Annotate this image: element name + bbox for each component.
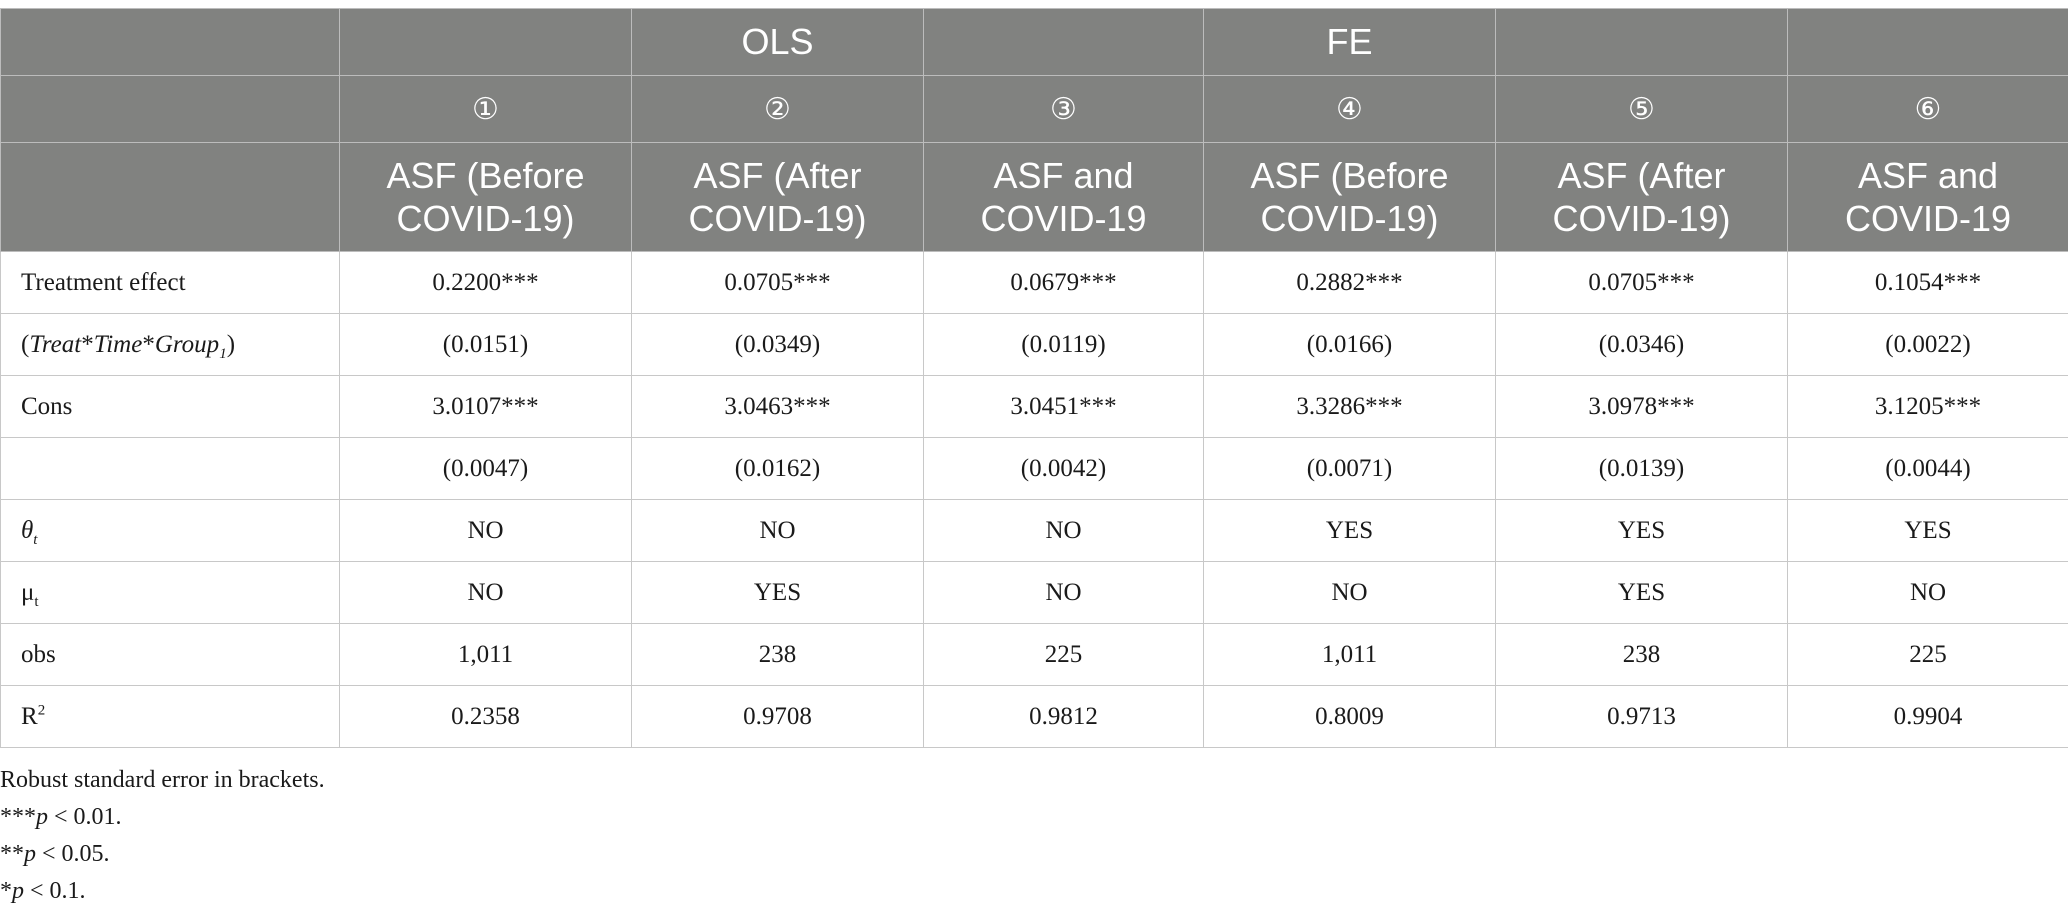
- row-label: Cons: [1, 376, 340, 438]
- table-cell: (0.0044): [1788, 438, 2068, 500]
- threshold: < 0.1.: [24, 878, 86, 904]
- table-row-r-squared: [1, 686, 2068, 748]
- table-cell: NO: [1204, 562, 1496, 624]
- table-cell: 0.0705***: [1496, 252, 1788, 314]
- table-cell: NO: [632, 500, 924, 562]
- group-term: Group: [154, 330, 220, 358]
- table-cell: 225: [1788, 624, 2068, 686]
- table-cell: (0.0151): [340, 314, 632, 376]
- paren-open: (: [21, 330, 30, 358]
- sample-label: [924, 143, 1204, 252]
- row-label: [1, 438, 340, 500]
- header-cell: [924, 9, 1204, 76]
- table-cell: 238: [632, 624, 924, 686]
- model-number: ①: [340, 76, 632, 143]
- table-header: [1, 9, 2068, 252]
- table-cell: (0.0119): [924, 314, 1204, 376]
- table-cell: NO: [924, 500, 1204, 562]
- p-symbol: p: [36, 804, 48, 830]
- model-number: ②: [632, 76, 924, 143]
- sample-label-line2: COVID-19: [1844, 198, 2012, 239]
- table-cell: 3.1205***: [1788, 376, 2068, 438]
- p-symbol: p: [12, 878, 24, 904]
- table-cell: 0.9812: [924, 686, 1204, 748]
- table-cell: 1,011: [1204, 624, 1496, 686]
- threshold: < 0.01.: [48, 804, 122, 830]
- sample-label: [1204, 143, 1496, 252]
- header-cell: [1788, 9, 2068, 76]
- sample-label-line2: COVID-19): [1552, 198, 1731, 239]
- table-cell: YES: [1496, 562, 1788, 624]
- table-row-theta: [1, 500, 2068, 562]
- sample-label: [1496, 143, 1788, 252]
- table-cell: 3.0463***: [632, 376, 924, 438]
- paren-close: ): [226, 330, 236, 358]
- table-cell: 3.0978***: [1496, 376, 1788, 438]
- table-cell: (0.0022): [1788, 314, 2068, 376]
- model-number: ⑥: [1788, 76, 2068, 143]
- table-cell: NO: [340, 562, 632, 624]
- table-cell: (0.0042): [924, 438, 1204, 500]
- header-cell: [1, 9, 340, 76]
- regression-table: [0, 8, 2068, 748]
- table-row-interaction: [1, 314, 2068, 376]
- row-label: obs: [1, 624, 340, 686]
- table-cell: 0.0679***: [924, 252, 1204, 314]
- table-row-cons: [1, 376, 2068, 438]
- threshold: < 0.05.: [36, 841, 110, 867]
- header-cell: [1496, 9, 1788, 76]
- treat-term: Treat: [29, 330, 82, 358]
- footnote-p005: [0, 836, 325, 873]
- row-label: Treatment effect: [1, 252, 340, 314]
- stars: ***: [0, 804, 36, 830]
- group-subscript: 1: [219, 345, 227, 362]
- table-cell: 0.8009: [1204, 686, 1496, 748]
- table-cell: YES: [1204, 500, 1496, 562]
- header-cell-fe: FE: [1204, 9, 1496, 76]
- table-cell: 3.3286***: [1204, 376, 1496, 438]
- p-symbol: p: [24, 841, 36, 867]
- time-term: Time: [93, 330, 143, 358]
- header-cell: [1, 76, 340, 143]
- stars: **: [0, 841, 24, 867]
- footnote-p001: [0, 799, 325, 836]
- table-cell: (0.0349): [632, 314, 924, 376]
- table-cell: 238: [1496, 624, 1788, 686]
- table-cell: 0.9904: [1788, 686, 2068, 748]
- table-cell: 0.2200***: [340, 252, 632, 314]
- model-number: ⑤: [1496, 76, 1788, 143]
- sample-label-line2: COVID-19): [396, 198, 575, 239]
- sample-label-line1: ASF (After: [1557, 155, 1726, 196]
- sample-label: [1788, 143, 2068, 252]
- table-cell: 0.9713: [1496, 686, 1788, 748]
- sample-label-line1: ASF (Before: [386, 155, 585, 196]
- sample-label-line1: ASF (Before: [1250, 155, 1449, 196]
- table-cell: (0.0162): [632, 438, 924, 500]
- table-cell: NO: [340, 500, 632, 562]
- header-cell-ols: OLS: [632, 9, 924, 76]
- table-cell: YES: [632, 562, 924, 624]
- mu-symbol: μ: [21, 578, 35, 606]
- sample-label-line1: ASF and: [1857, 155, 1999, 196]
- row-label: [1, 314, 340, 376]
- row-label: [1, 686, 340, 748]
- table-row-cons-se: [1, 438, 2068, 500]
- model-number: ③: [924, 76, 1204, 143]
- table-footnotes: [0, 762, 325, 910]
- theta-subscript: t: [33, 531, 38, 548]
- header-row-model-number: [1, 76, 2068, 143]
- table-cell: 225: [924, 624, 1204, 686]
- table-cell: 0.0705***: [632, 252, 924, 314]
- sample-label-line1: ASF (After: [693, 155, 862, 196]
- table-cell: 1,011: [340, 624, 632, 686]
- table-cell: 0.1054***: [1788, 252, 2068, 314]
- table-cell: 0.2882***: [1204, 252, 1496, 314]
- sample-label-line2: COVID-19): [1260, 198, 1439, 239]
- table-cell: 0.9708: [632, 686, 924, 748]
- header-cell: [340, 9, 632, 76]
- theta-symbol: θ: [21, 516, 34, 544]
- mu-subscript: t: [34, 593, 39, 610]
- sample-label-line2: COVID-19: [980, 198, 1147, 239]
- sample-label-line2: COVID-19): [688, 198, 867, 239]
- r-superscript: 2: [37, 702, 46, 719]
- header-cell: [1, 143, 340, 252]
- table-cell: NO: [1788, 562, 2068, 624]
- header-row-method: [1, 9, 2068, 76]
- row-label: [1, 500, 340, 562]
- table-cell: (0.0071): [1204, 438, 1496, 500]
- sample-label: [632, 143, 924, 252]
- sample-label-line1: ASF and: [993, 155, 1134, 196]
- table-cell: 3.0107***: [340, 376, 632, 438]
- table-row-treatment-effect: [1, 252, 2068, 314]
- table-cell: YES: [1496, 500, 1788, 562]
- sample-label: [340, 143, 632, 252]
- footnote-p01: [0, 873, 325, 910]
- table-cell: (0.0047): [340, 438, 632, 500]
- model-number: ④: [1204, 76, 1496, 143]
- footnote-robust: Robust standard error in brackets.: [0, 767, 325, 793]
- table-cell: (0.0139): [1496, 438, 1788, 500]
- r-symbol: R: [21, 702, 38, 730]
- table-cell: 3.0451***: [924, 376, 1204, 438]
- times-sign: *: [81, 330, 94, 358]
- table-row-mu: [1, 562, 2068, 624]
- table-row-obs: [1, 624, 2068, 686]
- table-cell: 0.2358: [340, 686, 632, 748]
- times-sign: *: [142, 330, 155, 358]
- header-row-sample: [1, 143, 2068, 252]
- table-body: [1, 252, 2068, 748]
- table-cell: (0.0166): [1204, 314, 1496, 376]
- table-cell: NO: [924, 562, 1204, 624]
- table-cell: (0.0346): [1496, 314, 1788, 376]
- table-cell: YES: [1788, 500, 2068, 562]
- row-label: [1, 562, 340, 624]
- stars: *: [0, 878, 12, 904]
